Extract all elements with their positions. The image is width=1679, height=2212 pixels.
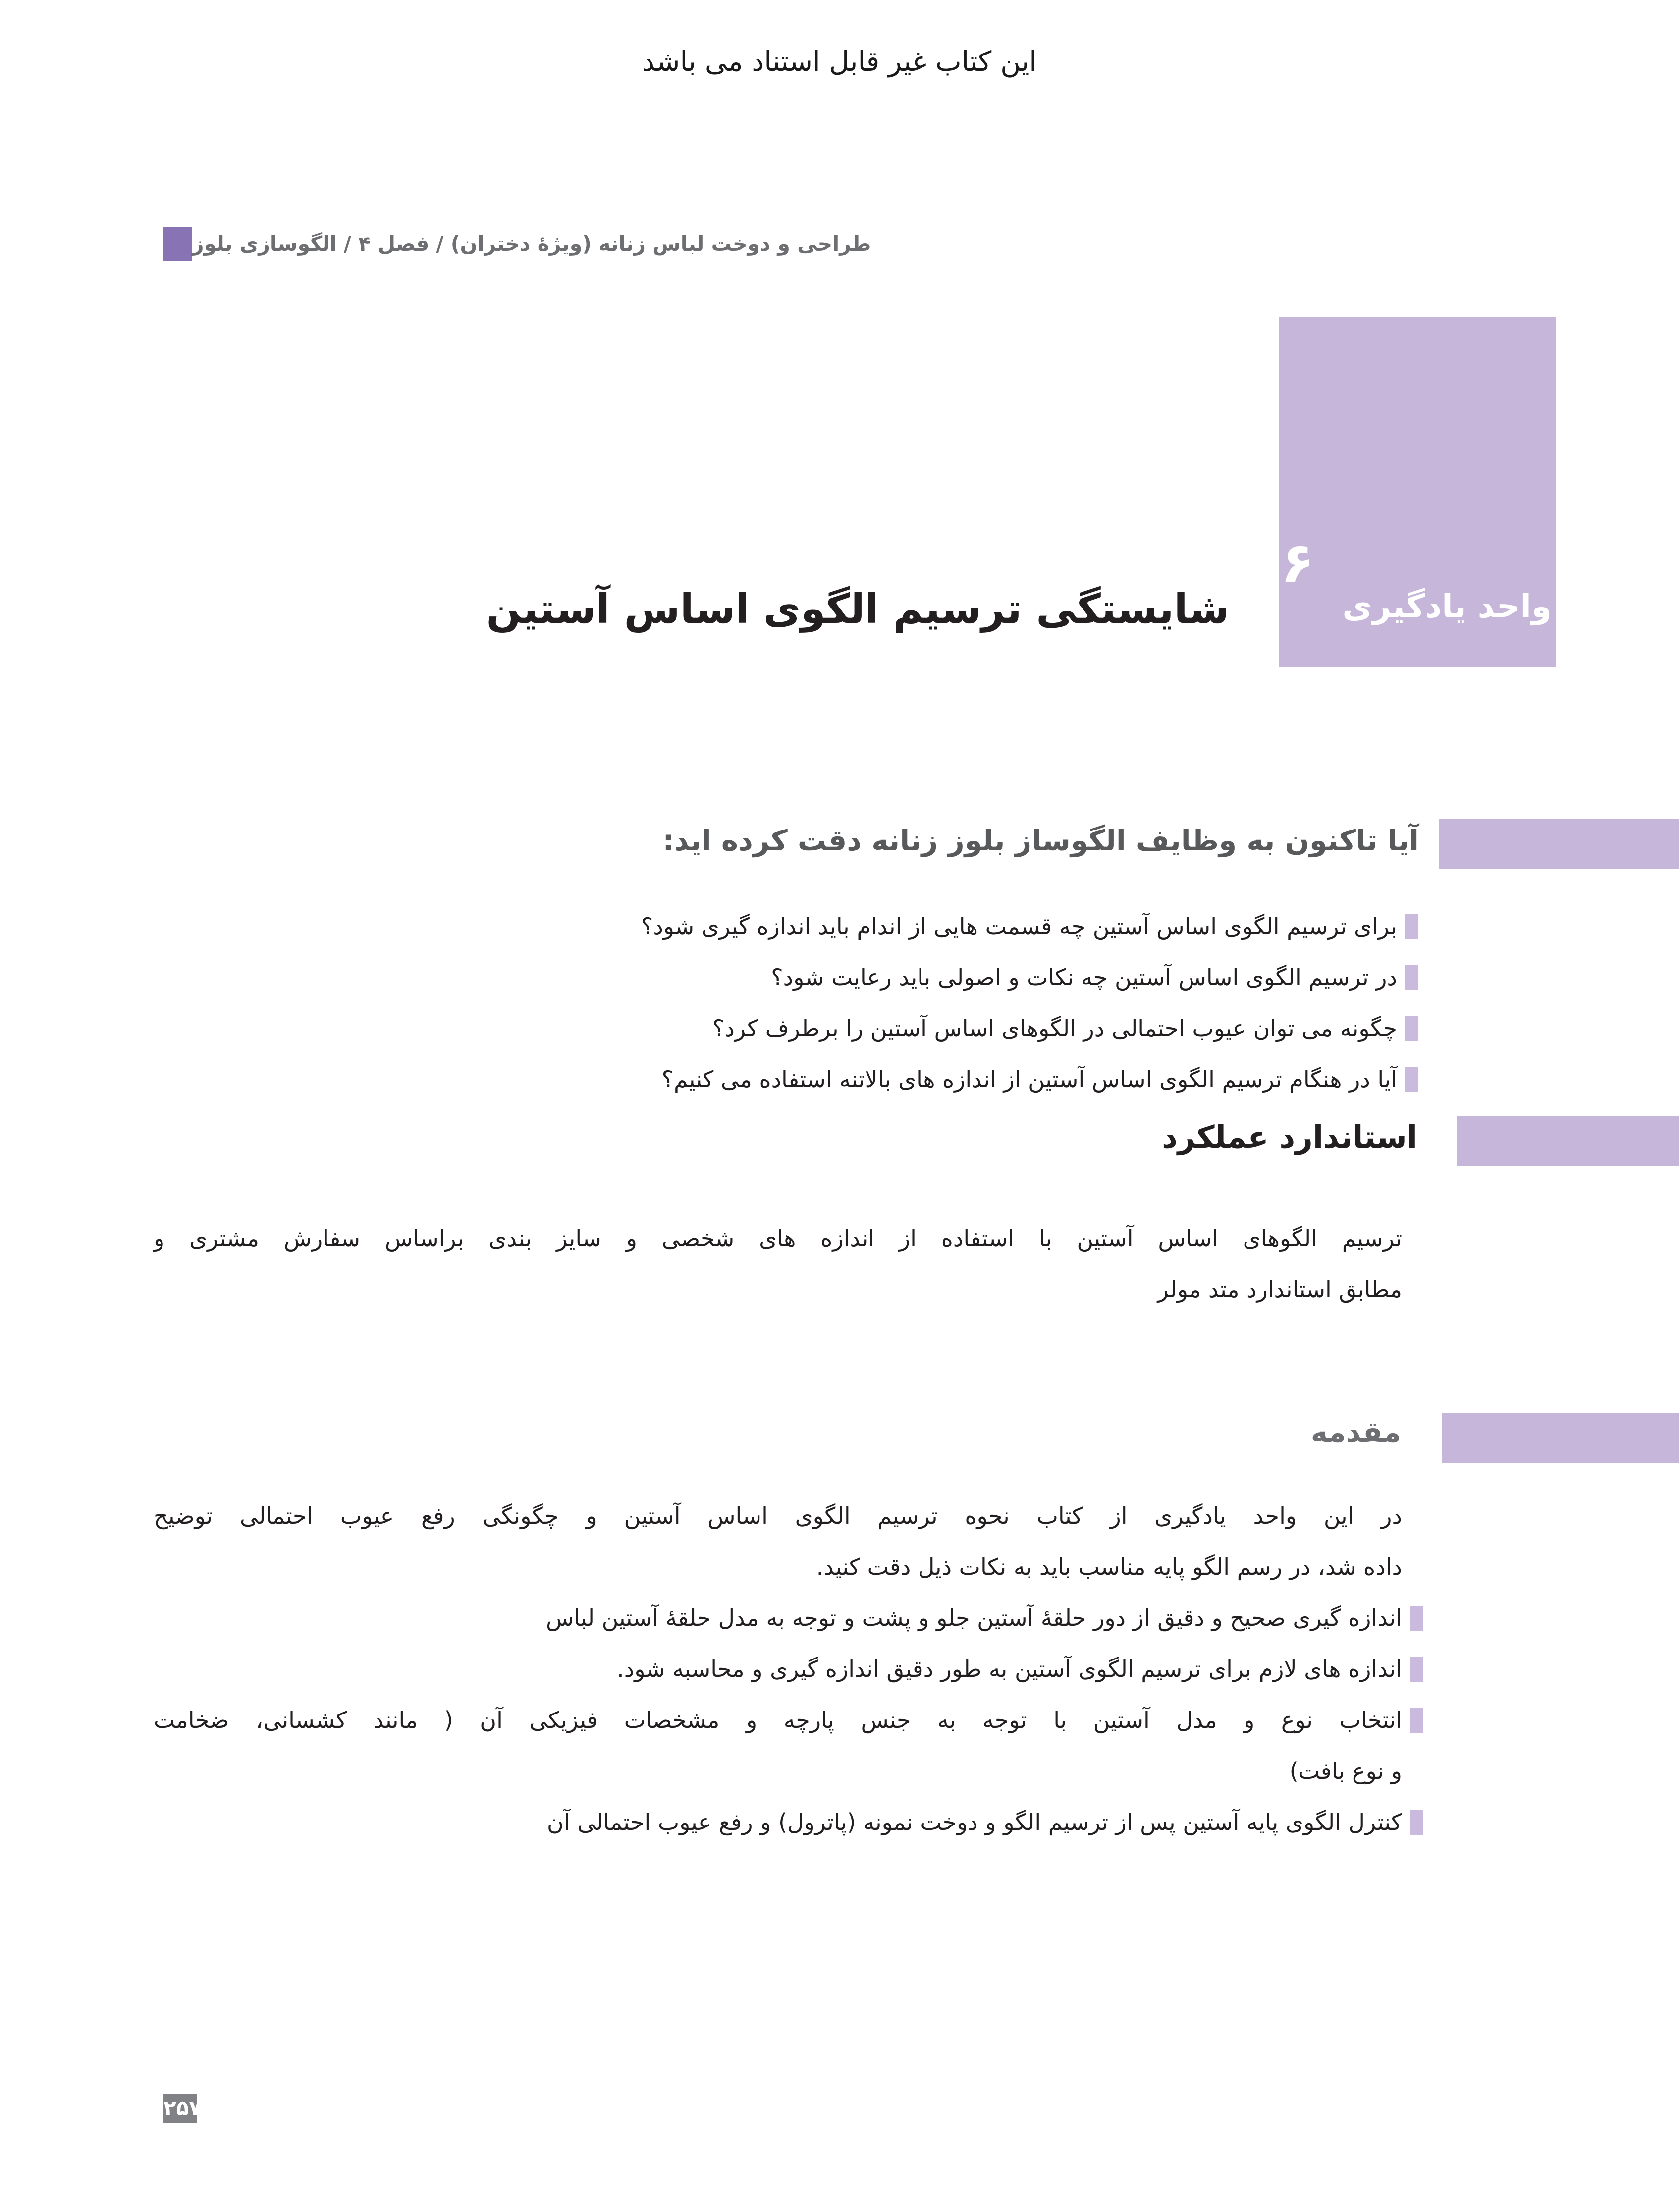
breadcrumb-label: طراحی و دوخت لباس زنانه (ویژهٔ دختران) / فصل ۴ / الگوسازی بلوز — [192, 232, 871, 256]
bullet-square-icon — [1410, 1657, 1423, 1682]
question-row — [641, 952, 1397, 1003]
standard-paragraph — [154, 1213, 1402, 1315]
bullet-text: اندازه های لازم برای ترسیم الگوی آستین به طور دقیق اندازه گیری و محاسبه شود. — [617, 1656, 1402, 1682]
paragraph-line: ترسیم الگوهای اساس آستین با استفاده از اندازه های شخصی و سایز بندی براساس سفارش مشتری و — [154, 1225, 1402, 1252]
standard-heading-bar — [1457, 1116, 1679, 1166]
bullet-square-icon — [1410, 1708, 1423, 1733]
standard-heading: استاندارد عملکرد — [1162, 1119, 1417, 1155]
intro-heading: مقدمه — [1310, 1415, 1401, 1449]
breadcrumb-square-icon — [163, 227, 192, 261]
bullet-square-icon — [1405, 914, 1418, 939]
bullet-text: کنترل الگوی پایه آستین پس از ترسیم الگو و دوخت نمونه (پاترول) و رفع عیوب احتمالی آن — [547, 1809, 1402, 1835]
question-text: در ترسیم الگوی اساس آستین چه نکات و اصولی باید رعایت شود؟ — [771, 964, 1397, 991]
unit-label: واحد یادگیری — [1342, 587, 1552, 625]
breadcrumb — [163, 226, 885, 262]
bullet-square-icon — [1410, 1810, 1423, 1835]
paragraph-line: داده شد، در رسم الگو پایه مناسب باید به نکات ذیل دقت کنید. — [816, 1553, 1402, 1580]
page-number-badge: ۲۵۷ — [163, 2094, 197, 2123]
intro-bullet-row — [154, 1797, 1402, 1848]
attention-heading-bar — [1439, 819, 1679, 869]
intro-bullet-row — [154, 1644, 1402, 1695]
paragraph-line: مطابق استاندارد متد مولر — [1157, 1276, 1402, 1303]
question-text: آیا در هنگام ترسیم الگوی اساس آستین از اندازه های بالاتنه استفاده می کنیم؟ — [661, 1066, 1397, 1093]
intro-heading-bar — [1442, 1413, 1679, 1463]
intro-paragraph — [154, 1491, 1402, 1848]
bullet-text: اندازه گیری صحیح و دقیق از دور حلقهٔ آستین جلو و پشت و توجه به مدل حلقهٔ آستین لباس — [545, 1604, 1402, 1631]
uncitable-notice: این کتاب غیر قابل استناد می باشد — [642, 46, 1037, 78]
intro-bullet-row — [154, 1695, 1402, 1746]
unit-number: ۶ — [1281, 531, 1315, 595]
unit-banner — [1279, 317, 1556, 667]
bullet-square-icon — [1405, 1016, 1418, 1041]
question-row — [641, 1003, 1397, 1054]
attention-heading: آیا تاکنون به وظایف الگوساز بلوز زنانه دقت کرده اید: — [662, 824, 1419, 857]
bullet-text: و نوع بافت) — [1289, 1758, 1402, 1784]
attention-question-list — [641, 901, 1397, 1105]
question-row — [641, 901, 1397, 952]
page-title: شایستگی ترسیم الگوی اساس آستین — [486, 586, 1229, 633]
question-text: چگونه می توان عیوب احتمالی در الگوهای اساس آستین را برطرف کرد؟ — [712, 1015, 1397, 1042]
bullet-square-icon — [1410, 1606, 1423, 1631]
paragraph-line: در این واحد یادگیری از کتاب نحوه ترسیم الگوی اساس آستین و چگونگی رفع عیوب احتمالی توضیح — [154, 1502, 1402, 1529]
bullet-square-icon — [1405, 965, 1418, 990]
question-text: برای ترسیم الگوی اساس آستین چه قسمت هایی از اندام باید اندازه گیری شود؟ — [641, 913, 1397, 940]
question-row — [641, 1054, 1397, 1105]
bullet-square-icon — [1405, 1067, 1418, 1092]
intro-bullet-row — [154, 1593, 1402, 1644]
bullet-text: انتخاب نوع و مدل آستین با توجه به جنس پارچه و مشخصات فیزیکی آن ( مانند کشسانی، ضخامت — [154, 1707, 1402, 1733]
intro-bullet-continuation — [154, 1746, 1402, 1797]
